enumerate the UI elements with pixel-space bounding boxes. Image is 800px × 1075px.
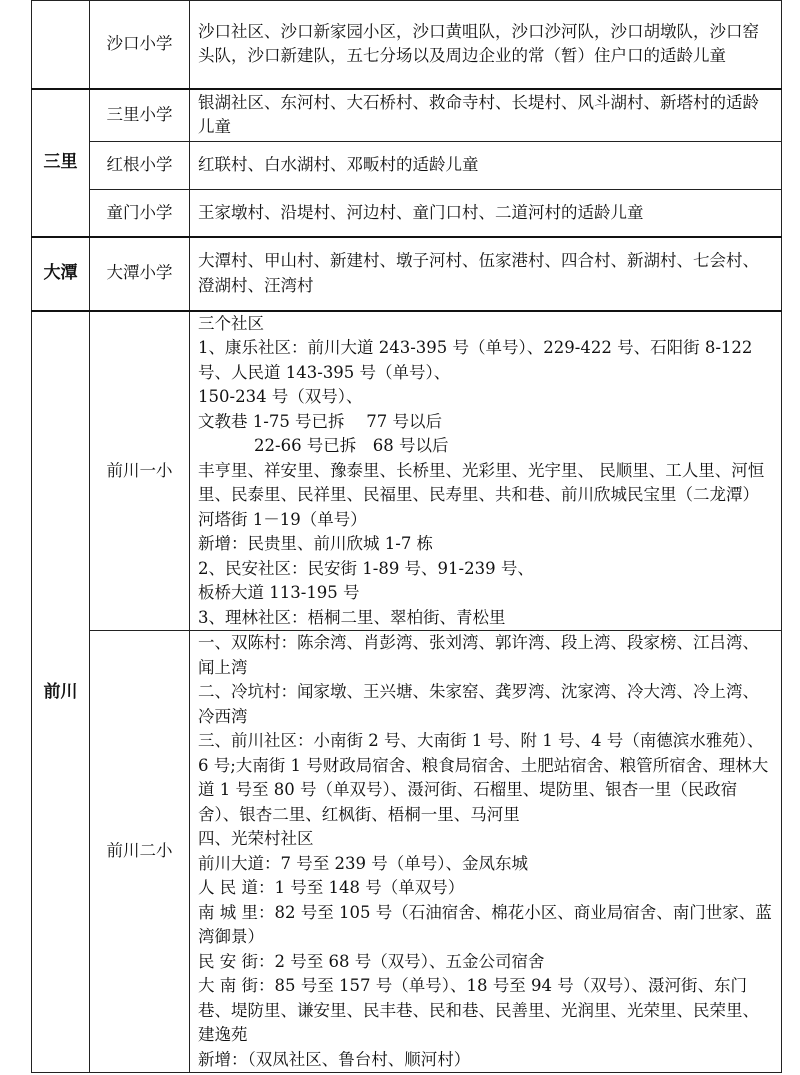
school-name: 大潭小学 <box>90 237 190 311</box>
school-name: 前川二小 <box>90 631 190 1073</box>
district-cell <box>190 1 782 89</box>
district-line: 人 民 道：1 号至 148 号（单双号） <box>198 878 465 897</box>
school-name: 红根小学 <box>90 142 190 190</box>
district-cell <box>190 631 782 1073</box>
table-row <box>32 631 782 1073</box>
district-line: 板桥大道 113-195 号 <box>198 583 360 602</box>
school-name: 童门小学 <box>90 190 190 237</box>
district-cell <box>190 190 782 237</box>
table-row <box>32 311 782 631</box>
town-cell: 三里 <box>32 89 90 237</box>
district-line: 红联村、白水湖村、邓畈村的适龄儿童 <box>198 155 479 175</box>
district-line: 文教巷 1-75 号已拆 77 号以后 <box>198 411 443 431</box>
district-cell <box>190 237 782 311</box>
district-cell <box>190 311 782 631</box>
table-row <box>32 89 782 142</box>
school-district-table <box>31 0 782 1073</box>
district-line: 民 安 街：2 号至 68 号（双号）、五金公司宿舍 <box>198 951 545 971</box>
district-line: 3、理林社区：梧桐二里、翠柏街、青松里 <box>198 607 506 627</box>
district-line: 新增：（双凤社区、鲁台村、顺河村） <box>198 1049 471 1069</box>
district-line: 银湖社区、东河村、大石桥村、救命寺村、长堤村、风斗湖村、新塔村的适龄儿童 <box>198 92 759 137</box>
district-line: 丰亨里、祥安里、豫泰里、长桥里、光彩里、光宇里、 民顺里、工人里、河恒里、民泰里、民祥里、民福里、民寿里、共和巷、前川欣城民宝里（二龙潭）河塔街 1－19（单号） <box>198 460 765 529</box>
district-line: 二、冷坑村：闻家墩、王兴塘、朱家窑、龚罗湾、沈家湾、冷大湾、冷上湾、冷西湾 <box>198 682 759 726</box>
district-line: 大 南 街：85 号至 157 号（单号）、18 号至 94 号（双号）、滠河街、东门巷、堤防里、谦安里、民丰巷、民和巷、民善里、光润里、光荣里、民荣里、建逸苑 <box>198 976 759 1044</box>
district-cell <box>190 142 782 190</box>
district-line: 一、双陈村：陈余湾、肖彭湾、张刘湾、郭许湾、段上湾、段家榜、江吕湾、闻上湾 <box>198 633 759 677</box>
town-cell <box>32 1 90 89</box>
district-line: 2、民安社区：民安街 1-89 号、91-239 号、 <box>198 558 534 578</box>
town-cell: 大潭 <box>32 237 90 311</box>
school-name: 沙口小学 <box>90 1 190 89</box>
district-line: 22-66 号已拆 68 号以后 <box>254 436 449 455</box>
district-line: 王家墩村、沿堤村、河边村、童门口村、二道河村的适龄儿童 <box>198 202 644 222</box>
district-line: 三、前川社区：小南街 2 号、大南街 1 号、附 1 号、4 号（南德滨水雅苑）、6 号;大南街 1 号财政局宿舍、粮食局宿舍、土肥站宿舍、粮管所宿舍、理林大道 1 号至 80 号（单双号）、滠河街、石榴里、堤防里、银杏一里（民政宿舍）、银杏二里、红枫街、梧桐一里、马河里 <box>198 731 769 824</box>
district-line: 大潭村、甲山村、新建村、墩子河村、伍家港村、四合村、新湖村、七会村、澄湖村、汪湾村 <box>198 251 759 295</box>
district-line: 新增：民贵里、前川欣城 1-7 栋 <box>198 534 434 553</box>
table-row <box>32 142 782 190</box>
district-cell <box>190 89 782 142</box>
district-line: 1、康乐社区：前川大道 243-395 号（单号）、229-422 号、石阳街 8-122 号、人民道 143-395 号（单号）、 <box>198 338 753 382</box>
table-row <box>32 237 782 311</box>
district-line: 三个社区 <box>198 313 264 333</box>
district-line: 150-234 号（双号）、 <box>198 387 363 406</box>
table-row <box>32 190 782 237</box>
school-name: 前川一小 <box>90 311 190 631</box>
table-row <box>32 1 782 89</box>
school-name: 三里小学 <box>90 89 190 142</box>
district-line: 前川大道：7 号至 239 号（单号）、金凤东城 <box>198 853 528 873</box>
district-line: 沙口社区、沙口新家园小区，沙口黄咀队，沙口沙河队，沙口胡墩队，沙口窑头队，沙口新建队，五七分场以及周边企业的常（暂）住户口的适龄儿童 <box>198 21 759 66</box>
town-cell: 前川 <box>32 311 90 1073</box>
district-line: 南 城 里：82 号至 105 号（石油宿舍、棉花小区、商业局宿舍、南门世家、蓝湾御景） <box>198 902 772 946</box>
district-line: 四、光荣村社区 <box>198 829 314 848</box>
